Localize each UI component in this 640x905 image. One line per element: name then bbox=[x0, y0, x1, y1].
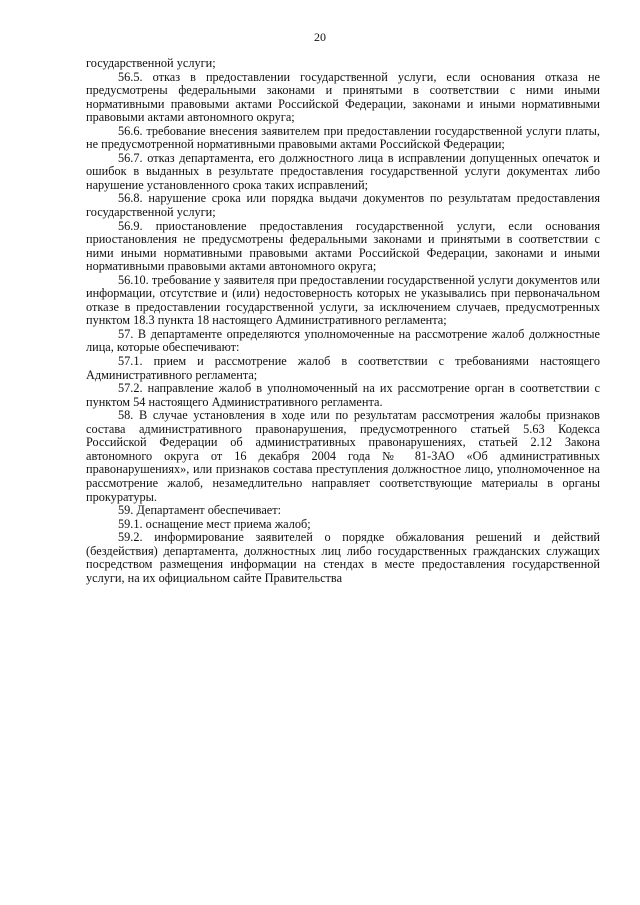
paragraph: государственной услуги; bbox=[86, 56, 216, 70]
paragraph-57: 57. В департаменте определяются уполномоченные на рассмотрение жалоб должностные лица, которые обеспечивают: bbox=[86, 326, 600, 355]
document-body bbox=[86, 57, 600, 585]
paragraph-59: 59. Департамент обеспечивает: bbox=[118, 503, 282, 518]
paragraph-56-8: 56.8. нарушение срока или порядка выдачи документов по результатам предоставления государственной услуги; bbox=[86, 191, 600, 220]
paragraph-59-2: 59.2. информирование заявителей о порядке обжалования решений и действий (бездействия) департамента, должностных лиц либо государственных гражданских служащих посредством размещения информации на стендах в месте предоставления государственной услуги, на их официальном сайте Правительства bbox=[86, 530, 600, 585]
paragraph-59-1: 59.1. оснащение мест приема жалоб; bbox=[118, 516, 311, 531]
paragraph-57-2: 57.2. направление жалоб в уполномоченный на их рассмотрение орган в соответствии с пунктом 54 настоящего Административного регламента. bbox=[86, 381, 600, 409]
paragraph-56-6: 56.6. требование внесения заявителем при предоставлении государственной услуги платы, не предусмотренной нормативными правовыми актами Российской Федерации; bbox=[86, 123, 600, 152]
paragraph-56-9: 56.9. приостановление предоставления государственной услуги, если основания приостановления не предусмотрены федеральными законами и принятыми в соответствии с ними иными нормативными правовыми актами Российской Федерации, законами и иными нормативными правовыми актами автономного округа; bbox=[86, 218, 600, 274]
page-number: 20 bbox=[314, 30, 326, 44]
paragraph-56-10: 56.10. требование у заявителя при предоставлении государственной услуги документов или информации, отсутствие и (или) недостоверность которых не указывались при первоначальном отказе в предоставлении государственной услуги, за исключением случаев, предусмотренных пунктом 18.3 пункта 18 настоящего Административного регламента; bbox=[86, 272, 600, 328]
paragraph-58: 58. В случае установления в ходе или по результатам рассмотрения жалобы признаков состава административного правонарушения, предусмотренного статьей 5.63 Кодекса Российской Федерации об административных правонарушениях, статьей 2.12 Закона автономного округа от 16 декабря 2004 года № 81-ЗАО «Об административных правонарушениях», или признаков состава преступления должностное лицо, уполномоченное на рассмотрение жалоб, незамедлительно направляет соответствующие материалы в органы прокуратуры. bbox=[86, 408, 600, 504]
paragraph-57-1: 57.1. прием и рассмотрение жалоб в соответствии с требованиями настоящего Административного регламента; bbox=[86, 354, 600, 382]
paragraph-56-7: 56.7. отказ департамента, его должностного лица в исправлении допущенных опечаток и ошибок в выданных в результате предоставления государственной услуги документах либо нарушение установленного срока таких исправлений; bbox=[86, 150, 600, 192]
paragraph-56-5: 56.5. отказ в предоставлении государственной услуги, если основания отказа не предусмотрены федеральными законами и принятыми в соответствии с ними иными нормативными правовыми актами Российской Федерации, законами и иными нормативными правовыми актами автономного округа; bbox=[86, 69, 600, 125]
